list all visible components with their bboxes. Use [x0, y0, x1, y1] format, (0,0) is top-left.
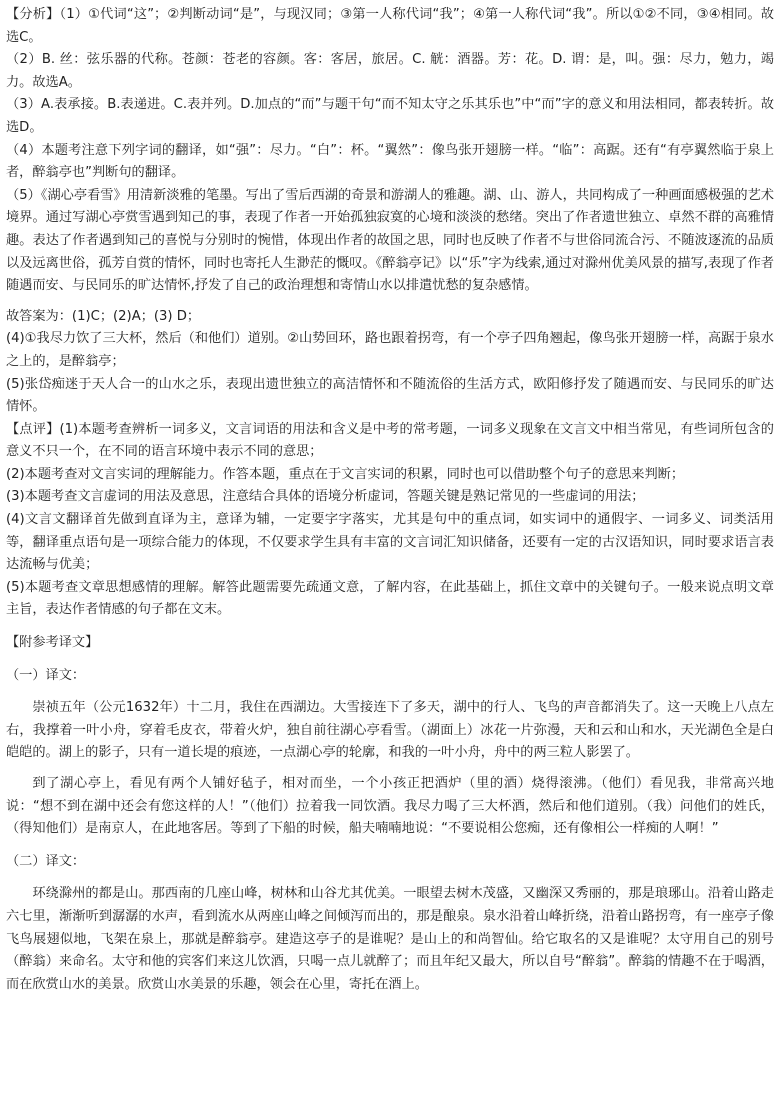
part2-paragraph-1: 环绕滁州的都是山。那西南的几座山峰，树林和山谷尤其优美。一眼望去树木茂盛，又幽深又秀丽的，那是琅琊山。沿着山路走六七里，渐渐听到潺潺的水声，看到流水从两座山峰之间倾泻而出的，那是酿泉。泉水沿着山峰折绕，沿着山路拐弯，有一座亭子像飞鸟展翅似地，飞架在泉上，那就是醉翁亭。建造这亭子的是谁呢？是山上的和尚智仙。给它取名的又是谁呢？太守用自己的别号（醉翁）来命名。太守和他的宾客们来这儿饮酒，只喝一点儿就醉了；而且年纪又最大，所以自号“醉翁”。醉翁的情趣不在于喝酒，而在欣赏山水的美景。欣赏山水美景的乐趣，领会在心里，寄托在酒上。 [6, 886, 774, 992]
analysis-item-3: （3）A.表承接。B.表递进。C.表并列。D.加点的“而”与题干句“而不知太守之乐其乐也”中“而”字的意义和用法相同，都表转折。故选D。 [6, 97, 774, 135]
answer-section [6, 306, 774, 419]
analysis-item-4: （4）本题考注意下列字词的翻译，如“强”：尽力。“白”：杯。“翼然”：像鸟张开翅膀一样。“临”：高踞。还有“有亭翼然临于泉上者，醉翁亭也”判断句的翻译。 [6, 142, 774, 181]
comment-section [6, 419, 774, 622]
comment-item-2: (2)本题考查对文言实词的理解能力。作答本题，重点在于文言实词的积累，同时也可以借助整个句子的意思来判断； [6, 466, 685, 482]
part2-heading: （二）译文： [6, 853, 86, 869]
part1-heading: （一）译文： [6, 667, 86, 683]
reference-heading: 【附参考译文】 [6, 635, 99, 651]
analysis-section [6, 4, 774, 298]
reference-translation-section [6, 632, 774, 996]
comment-item-5: (5)本题考查文章思想感情的理解。解答此题需要先疏通文意，了解内容，在此基础上，抓住文章中的关键句子。一般来说点明文章主旨，表达作者情感的句子都在文末。 [6, 579, 774, 618]
comment-item-1: 【点评】(1)本题考查辨析一词多义，文言词语的用法和含义是中考的常考题，一词多义现象在文言文中相当常见，有些词所包含的意义不只一个，在不同的语言环境中表示不同的意思； [6, 421, 774, 460]
comment-item-3: (3)本题考查文言虚词的用法及意思，注意结合具体的语境分析虚词，答题关键是熟记常见的一些虚词的用法； [6, 489, 645, 505]
comment-item-4: (4)文言文翻译首先做到直译为主，意译为辅，一定要字字落实，尤其是句中的重点词，如实词中的通假字、一词多义、词类活用等，翻译重点语句是一项综合能力的体现，不仅要求学生具有丰富的文言词汇知识储备，还要有一定的古汉语知识，同时要求语言表达流畅与优美； [6, 512, 774, 573]
analysis-item-5: （5）《湖心亭看雪》用清新淡雅的笔墨。写出了雪后西湖的奇景和游湖人的雅趣。湖、山、游人，共同构成了一种画面感极强的艺术境界。通过写湖心亭赏雪遇到知己的事，表现了作者一开始孤独寂寞的心境和淡淡的愁绪。突出了作者遗世独立、卓然不群的高雅情趣。表达了作者遇到知己的喜悦与分别时的惋惜，体现出作者的故国之思，同时也反映了作者不与世俗同流合污、不随波逐流的品质以及远离世俗，孤芳自赏的情怀，同时也寄托人生渺茫的慨叹。《醉翁亭记》以“乐”字为线索,通过对滁州优美风景的描写,表现了作者随遇而安、与民同乐的旷达情怀,抒发了自己的政治理想和寄情山水以排遣忧愁的复杂感情。 [6, 187, 774, 294]
answer-item-4: (4)①我尽力饮了三大杯，然后（和他们）道别。②山势回环，路也跟着拐弯，有一个亭子四角翘起，像鸟张开翅膀一样，高踞于泉水之上的，是醉翁亭； [6, 331, 774, 369]
analysis-item-2: （2）B. 丝：弦乐器的代称。苍颜：苍老的容颜。客：客居，旅居。C. 觥：酒器。芳：花。D. 谓：是，叫。强：尽力，勉力，竭力。故选A。 [6, 52, 774, 90]
part1-paragraph-2: 到了湖心亭上，看见有两个人铺好毡子，相对而坐，一个小孩正把酒炉（里的酒）烧得滚沸。（他们）看见我，非常高兴地说：“想不到在湖中还会有您这样的人！”（他们）拉着我一同饮酒。我尽力喝了三大杯酒，然后和他们道别。（我）问他们的姓氏，（得知他们）是南京人，在此地客居。等到了下船的时候，船夫喃喃地说：“不要说相公您痴，还有像相公一样痴的人啊！” [6, 776, 774, 837]
part1-paragraph-1: 崇祯五年（公元1632年）十二月，我住在西湖边。大雪接连下了多天，湖中的行人、飞鸟的声音都消失了。这一天晚上八点左右，我撑着一叶小舟，穿着毛皮衣，带着火炉，独自前往湖心亭看雪。（湖面上）冰花一片弥漫，天和云和山和水，天光湖色全是白皑皑的。湖上的影子，只有一道长堤的痕迹，一点湖心亭的轮廓，和我的一叶小舟，舟中的两三粒人影罢了。 [6, 700, 774, 761]
analysis-item-1: 【分析】（1）①代词“这”；②判断动词“是”，与现汉同；③第一人称代词“我”；④第一人称代词“我”。所以①②不同，③④相同。故选C。 [6, 7, 774, 45]
answer-summary: 故答案为：(1)C；(2)A；(3) D； [6, 308, 201, 324]
answer-item-5: (5)张岱痴迷于天人合一的山水之乐，表现出遗世独立的高洁情怀和不随流俗的生活方式，欧阳修抒发了随遇而安、与民同乐的旷达情怀。 [6, 376, 774, 415]
